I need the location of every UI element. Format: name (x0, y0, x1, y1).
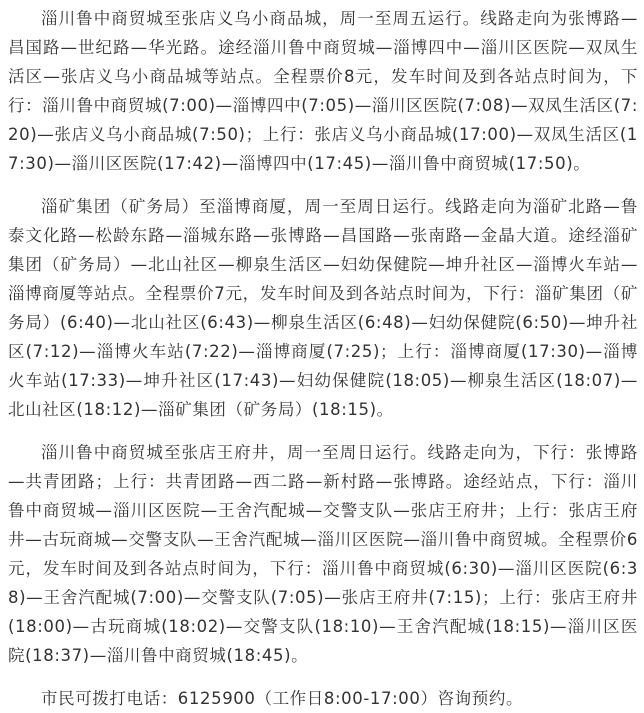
route-1-paragraph: 淄川鲁中商贸城至张店义乌小商品城，周一至周五运行。线路走向为张博路—昌国路—世纪路—华光路。途经淄川鲁中商贸城—淄博四中—淄川区医院—双凤生活区—张店义乌小商品城等站点。全程票价8元，发车时间及到各站点时间为，下行：淄川鲁中商贸城(7:00)—淄博四中(7:05)—淄川区医院(7:08)—双凤生活区(7:20)—张店义乌小商品城(7:50)；上行：张店义乌小商品城(17:00)—双凤生活区(17:30)—淄川区医院(17:42)—淄博四中(17:45)—淄川鲁中商贸城(17:50)。 (8, 9, 638, 173)
route-2-paragraph: 淄矿集团（矿务局）至淄博商厦，周一至周日运行。线路走向为淄矿北路—鲁泰文化路—松龄东路—淄城东路—张博路—昌国路—张南路—金晶大道。途经淄矿集团（矿务局）—北山社区—柳泉生活区—妇幼保健院—坤升社区—淄博火车站—淄博商厦等站点。全程票价7元，发车时间及到各站点时间为，下行：淄矿集团（矿务局）(6:40)—北山社区(6:43)—柳泉生活区(6:48)—妇幼保健院(6:50)—坤升社区(7:12)—淄博火车站(7:22)—淄博商厦(7:25)；上行：淄博商厦(17:30)—淄博火车站(17:33)—坤升社区(17:43)—妇幼保健院(18:05)—柳泉生活区(18:07)—北山社区(18:12)—淄矿集团（矿务局）(18:15)。 (8, 197, 638, 419)
contact-paragraph: 市民可拨打电话：6125900（工作日8:00-17:00）咨询预约。 (41, 689, 524, 708)
paragraph-spacer (8, 178, 638, 192)
paragraph-spacer (8, 424, 638, 438)
route-3-paragraph: 淄川鲁中商贸城至张店王府井，周一至周日运行。线路走向为，下行：张博路—共青团路；上行：共青团路—西二路—新村路—张博路。途经站点，下行：淄川鲁中商贸城—淄川区医院—王舍汽配城—交警支队—张店王府井；上行：张店王府井—古玩商城—交警支队—王舍汽配城—淄川区医院—淄川鲁中商贸城。全程票价6元，发车时间及到各站点时间为，下行：淄川鲁中商贸城(6:30)—淄川区医院(6:38)—王舍汽配城(7:00)—交警支队(7:05)—张店王府井(7:15)；上行：张店王府井(18:00)—古玩商城(18:02)—交警支队(18:10)—王舍汽配城(18:15)—淄川区医院(18:37)—淄川鲁中商贸城(18:45)。 (8, 443, 638, 665)
